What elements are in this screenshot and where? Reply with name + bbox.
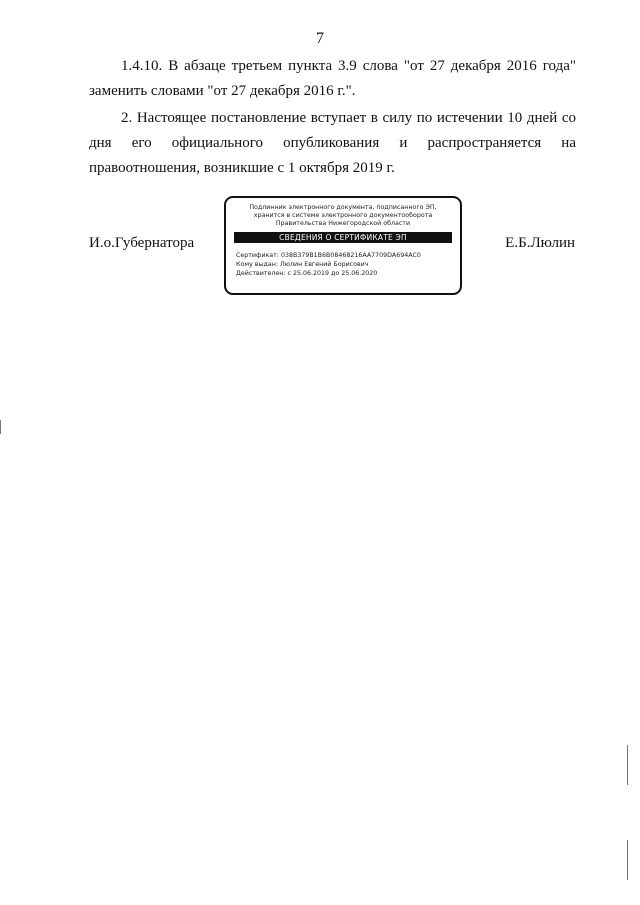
scan-artifact xyxy=(627,840,628,880)
page-number: 7 xyxy=(316,30,324,47)
certificate-serial-row xyxy=(236,251,460,260)
certificate-owner-label: Кому выдан: xyxy=(236,261,278,268)
scan-artifact xyxy=(0,420,1,434)
certificate-owner-row xyxy=(236,260,460,269)
signer-name: Е.Б.Люлин xyxy=(505,235,575,251)
certificate-validity-label: Действителен: xyxy=(236,270,286,277)
certificate-validity-value: с 25.06.2019 до 25.06.2020 xyxy=(287,270,378,277)
certificate-details xyxy=(236,251,460,278)
certificate-note: Подлинник электронного документа, подписанного ЭП, хранится в системе электронного документооборота Правительства Нижегородской области xyxy=(249,204,437,227)
certificate-serial-value: 038B379B1B6B08468216AA7709DA694AC0 xyxy=(280,252,421,259)
paragraph-1: 1.4.10. В абзаце третьем пункта 3.9 слова "от 27 декабря 2016 года" заменить словами "от 27 декабря 2016 г.". xyxy=(89,58,576,99)
certificate-serial-label: Сертификат: xyxy=(236,252,279,259)
certificate-validity-row xyxy=(236,269,460,278)
certificate-owner-value: Люлин Евгений Борисович xyxy=(279,261,369,268)
certificate-header: СВЕДЕНИЯ О СЕРТИФИКАТЕ ЭП xyxy=(234,232,452,243)
signer-title: И.о.Губернатора xyxy=(89,235,195,251)
paragraph-2: 2. Настоящее постановление вступает в силу по истечении 10 дней со дня его официального опубликования и распространяется на правоотношения, возникшие с 1 октября 2019 г. xyxy=(89,110,576,176)
scan-artifact xyxy=(627,745,628,785)
signature-certificate-stamp xyxy=(224,196,462,295)
